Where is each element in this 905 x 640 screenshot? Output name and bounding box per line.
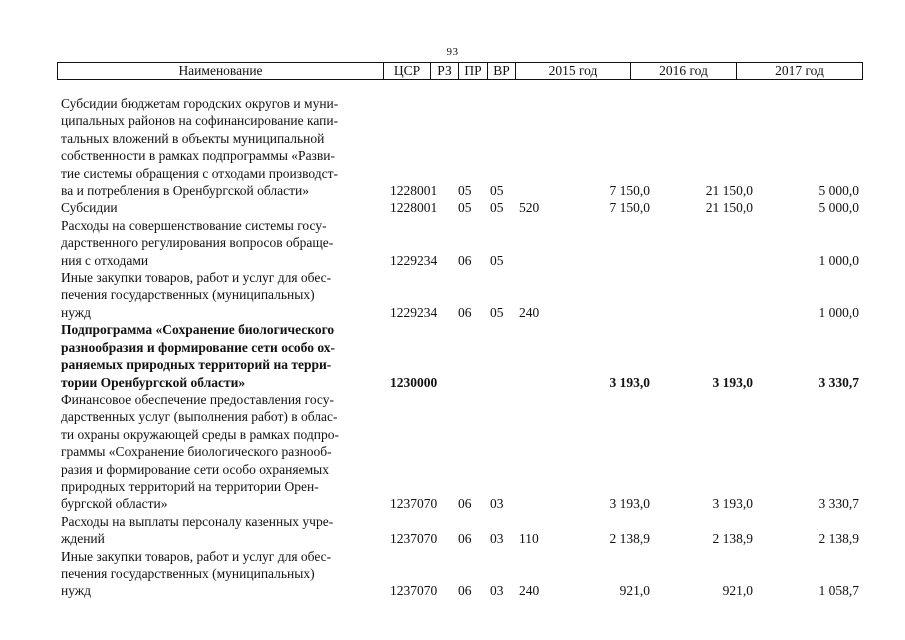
column-header-2016: 2016 год xyxy=(631,63,737,79)
cell-rz: 06 xyxy=(458,252,472,268)
cell-csr: 1230000 xyxy=(390,374,438,390)
row-name-line: тие системы обращения с отходами производст- xyxy=(61,165,338,181)
cell-2017: 5 000,0 xyxy=(818,183,859,199)
row-name xyxy=(61,548,379,600)
row-name-line: Иные закупки товаров, работ и услуг для обес- xyxy=(61,548,332,564)
table-row xyxy=(0,95,905,199)
column-header-pr: ПР xyxy=(459,63,488,79)
row-name-line: нужд xyxy=(61,304,91,320)
column-header-name: Наименование xyxy=(58,63,384,79)
row-name-line: разнообразия и формирование сети особо ох- xyxy=(61,339,336,355)
cell-rz: 06 xyxy=(458,531,472,547)
cell-2016: 2 138,9 xyxy=(712,531,753,547)
row-name-line: Субсидии xyxy=(61,200,118,216)
cell-vr: 520 xyxy=(519,200,540,216)
cell-2017: 5 000,0 xyxy=(818,200,859,216)
row-name-line: Расходы на совершенствование системы госу- xyxy=(61,217,327,233)
cell-csr: 1229234 xyxy=(390,304,438,320)
table-body xyxy=(0,95,905,600)
table-header xyxy=(57,62,863,80)
row-name-line: Подпрограмма «Сохранение биологического xyxy=(61,322,335,338)
row-name-line: Расходы на выплаты персоналу казенных учре- xyxy=(61,513,334,529)
page-number: 93 xyxy=(446,46,459,58)
cell-2016: 21 150,0 xyxy=(705,183,753,199)
row-name-line: Иные закупки товаров, работ и услуг для обес- xyxy=(61,270,332,286)
table-row xyxy=(0,269,905,321)
row-name-line: тальных вложений в объекты муниципальной xyxy=(61,130,325,146)
cell-pr: 03 xyxy=(490,583,504,599)
row-name-line: собственности в рамках подпрограммы «Разви- xyxy=(61,148,335,164)
cell-pr: 05 xyxy=(490,200,504,216)
column-header-vr: ВР xyxy=(488,63,516,79)
table-row xyxy=(0,217,905,269)
cell-2015: 3 193,0 xyxy=(609,496,650,512)
cell-pr: 05 xyxy=(490,252,504,268)
row-name-line: раняемых природных территорий на терри- xyxy=(61,357,332,373)
cell-csr: 1237070 xyxy=(390,531,438,547)
row-name-line: ва и потребления в Оренбургской области» xyxy=(61,183,310,199)
row-name-line: граммы «Сохранение биологического разнооб- xyxy=(61,444,332,460)
cell-vr: 240 xyxy=(519,304,540,320)
cell-csr: 1237070 xyxy=(390,496,438,512)
cell-rz: 06 xyxy=(458,583,472,599)
table-row xyxy=(0,513,905,548)
cell-2017: 1 000,0 xyxy=(818,304,859,320)
cell-rz: 05 xyxy=(458,200,472,216)
cell-pr: 05 xyxy=(490,304,504,320)
column-header-csr: ЦСР xyxy=(384,63,431,79)
cell-2015: 7 150,0 xyxy=(609,183,650,199)
row-name xyxy=(61,199,379,216)
column-header-rz: РЗ xyxy=(431,63,459,79)
cell-pr: 03 xyxy=(490,496,504,512)
cell-2017: 3 330,7 xyxy=(818,374,859,390)
cell-pr: 05 xyxy=(490,183,504,199)
cell-2017: 1 000,0 xyxy=(818,252,859,268)
column-header-2015: 2015 год xyxy=(516,63,631,79)
row-name xyxy=(61,95,379,199)
cell-csr: 1237070 xyxy=(390,583,438,599)
row-name-line: Субсидии бюджетам городских округов и муни- xyxy=(61,96,339,111)
column-header-2017: 2017 год xyxy=(775,63,824,78)
cell-2016: 3 193,0 xyxy=(712,374,753,390)
cell-2016: 3 193,0 xyxy=(712,496,753,512)
row-name-line: природных территорий на территории Орен- xyxy=(61,478,319,494)
row-name-line: Финансовое обеспечение предоставления госу- xyxy=(61,391,334,407)
row-name-line: разия и формирование сети особо охраняемых xyxy=(61,461,329,477)
cell-2015: 7 150,0 xyxy=(609,200,650,216)
cell-pr: 03 xyxy=(490,531,504,547)
cell-2015: 3 193,0 xyxy=(609,374,650,390)
row-name xyxy=(61,269,379,321)
row-name-line: печения государственных (муниципальных) xyxy=(61,565,315,581)
row-name xyxy=(61,321,379,391)
row-name-line: ти охраны окружающей среды в рамках подпро- xyxy=(61,426,339,442)
row-name-line: тории Оренбургской области» xyxy=(61,374,246,390)
cell-2017: 1 058,7 xyxy=(818,583,859,599)
row-name-line: ципальных районов на софинансирование капи- xyxy=(61,113,339,129)
cell-rz: 05 xyxy=(458,183,472,199)
table-row xyxy=(0,321,905,391)
row-name-line: бургской области» xyxy=(61,496,168,512)
row-name-line: печения государственных (муниципальных) xyxy=(61,287,315,303)
row-name-line: дарственных услуг (выполнения работ) в облас- xyxy=(61,409,338,425)
cell-csr: 1229234 xyxy=(390,252,438,268)
cell-vr: 110 xyxy=(519,531,539,547)
cell-2017: 3 330,7 xyxy=(818,496,859,512)
table-row xyxy=(0,548,905,600)
cell-2016: 921,0 xyxy=(722,583,753,599)
row-name-line: нужд xyxy=(61,583,91,599)
row-name-line: ния с отходами xyxy=(61,252,149,268)
row-name xyxy=(61,513,379,548)
cell-2015: 921,0 xyxy=(619,583,650,599)
cell-2016: 21 150,0 xyxy=(705,200,753,216)
cell-vr: 240 xyxy=(519,583,540,599)
table-row xyxy=(0,199,905,216)
cell-csr: 1228001 xyxy=(390,200,438,216)
cell-rz: 06 xyxy=(458,496,472,512)
cell-rz: 06 xyxy=(458,304,472,320)
cell-csr: 1228001 xyxy=(390,183,438,199)
cell-2017: 2 138,9 xyxy=(818,531,859,547)
row-name-line: дарственного регулирования вопросов обраще- xyxy=(61,235,334,251)
row-name xyxy=(61,391,379,513)
row-name-line: ждений xyxy=(61,531,105,547)
row-name xyxy=(61,217,379,269)
cell-2015: 2 138,9 xyxy=(609,531,650,547)
table-row xyxy=(0,391,905,513)
